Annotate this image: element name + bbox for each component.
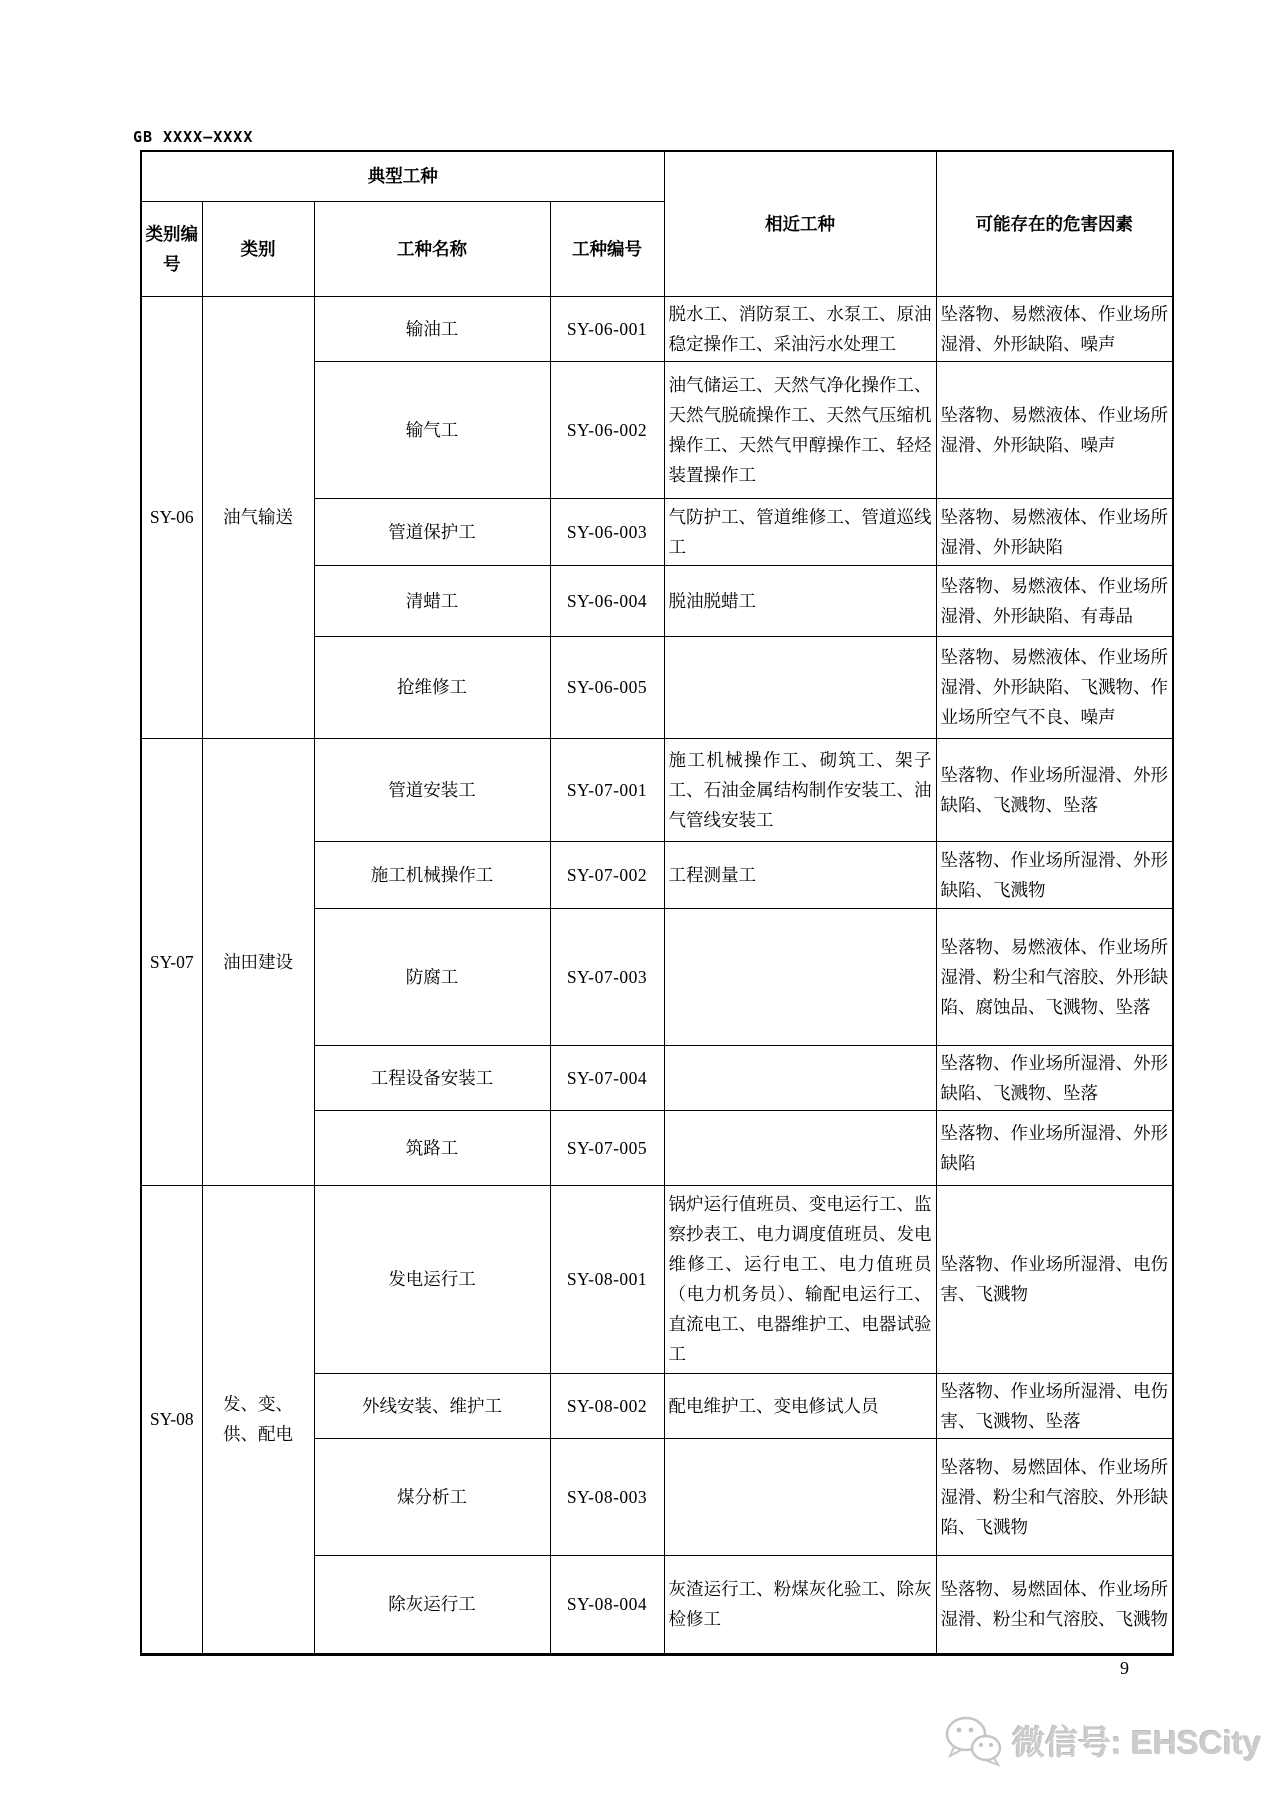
category-cell: 油气输送	[202, 296, 314, 738]
similar-jobs-cell: 工程测量工	[664, 841, 936, 908]
similar-jobs-cell	[664, 908, 936, 1045]
header-hazards: 可能存在的危害因素	[936, 151, 1173, 296]
hazards-cell: 坠落物、作业场所湿滑、电伤害、飞溅物	[936, 1185, 1173, 1373]
page-number: 9	[1120, 1658, 1129, 1678]
job-code-cell: SY-06-002	[550, 361, 664, 498]
header-similar-jobs: 相近工种	[664, 151, 936, 296]
hazards-cell: 坠落物、易燃液体、作业场所湿滑、外形缺陷、噪声	[936, 361, 1173, 498]
similar-jobs-cell	[664, 1045, 936, 1110]
category-cell: 发、变、供、配电	[202, 1185, 314, 1654]
job-name-cell: 除灰运行工	[314, 1555, 550, 1654]
job-name-cell: 输气工	[314, 361, 550, 498]
header-job-code: 工种编号	[550, 201, 664, 296]
job-hazards-table	[140, 150, 1174, 1656]
job-code-cell: SY-07-005	[550, 1110, 664, 1185]
job-code-cell: SY-06-003	[550, 498, 664, 565]
hazards-cell: 坠落物、作业场所湿滑、外形缺陷、飞溅物、坠落	[936, 1045, 1173, 1110]
hazards-cell: 坠落物、作业场所湿滑、外形缺陷	[936, 1110, 1173, 1185]
job-name-cell: 外线安装、维护工	[314, 1373, 550, 1438]
category-cell: 油田建设	[202, 738, 314, 1185]
job-code-cell: SY-08-001	[550, 1185, 664, 1373]
similar-jobs-cell: 油气储运工、天然气净化操作工、天然气脱硫操作工、天然气压缩机操作工、天然气甲醇操作工、轻烃装置操作工	[664, 361, 936, 498]
similar-jobs-cell: 脱油脱蜡工	[664, 565, 936, 636]
job-name-cell: 施工机械操作工	[314, 841, 550, 908]
job-code-cell: SY-07-003	[550, 908, 664, 1045]
job-code-cell: SY-08-004	[550, 1555, 664, 1654]
job-code-cell: SY-06-001	[550, 296, 664, 361]
similar-jobs-cell	[664, 636, 936, 738]
similar-jobs-cell: 灰渣运行工、粉煤灰化验工、除灰检修工	[664, 1555, 936, 1654]
job-name-cell: 管道安装工	[314, 738, 550, 841]
similar-jobs-cell	[664, 1110, 936, 1185]
category-no-cell: SY-08	[141, 1185, 202, 1654]
watermark-text: 微信号: EHSCity	[1012, 1723, 1262, 1761]
hazards-cell: 坠落物、易燃固体、作业场所湿滑、粉尘和气溶胶、外形缺陷、飞溅物	[936, 1438, 1173, 1555]
job-name-cell: 抢维修工	[314, 636, 550, 738]
job-code-cell: SY-07-004	[550, 1045, 664, 1110]
hazards-cell: 坠落物、作业场所湿滑、外形缺陷、飞溅物、坠落	[936, 738, 1173, 841]
job-name-cell: 筑路工	[314, 1110, 550, 1185]
job-code-cell: SY-06-005	[550, 636, 664, 738]
hazards-cell: 坠落物、易燃固体、作业场所湿滑、粉尘和气溶胶、飞溅物	[936, 1555, 1173, 1654]
job-code-cell: SY-07-002	[550, 841, 664, 908]
job-name-cell: 工程设备安装工	[314, 1045, 550, 1110]
similar-jobs-cell: 脱水工、消防泵工、水泵工、原油稳定操作工、采油污水处理工	[664, 296, 936, 361]
hazards-cell: 坠落物、作业场所湿滑、电伤害、飞溅物、坠落	[936, 1373, 1173, 1438]
doc-code: GB XXXX—XXXX	[133, 128, 254, 146]
category-no-cell: SY-06	[141, 296, 202, 738]
job-name-cell: 清蜡工	[314, 565, 550, 636]
wechat-watermark	[942, 1712, 1261, 1768]
hazards-cell: 坠落物、易燃液体、作业场所湿滑、外形缺陷、有毒品	[936, 565, 1173, 636]
hazards-cell: 坠落物、易燃液体、作业场所湿滑、外形缺陷、飞溅物、作业场所空气不良、噪声	[936, 636, 1173, 738]
header-category: 类别	[202, 201, 314, 296]
similar-jobs-cell: 锅炉运行值班员、变电运行工、监察抄表工、电力调度值班员、发电维修工、运行电工、电力值班员（电力机务员）、输配电运行工、直流电工、电器维护工、电器试验工	[664, 1185, 936, 1373]
job-code-cell: SY-06-004	[550, 565, 664, 636]
job-name-cell: 输油工	[314, 296, 550, 361]
similar-jobs-cell	[664, 1438, 936, 1555]
similar-jobs-cell: 气防护工、管道维修工、管道巡线工	[664, 498, 936, 565]
table-row	[141, 738, 1173, 841]
table-row	[141, 296, 1173, 361]
header-job-name: 工种名称	[314, 201, 550, 296]
table-row	[141, 1185, 1173, 1373]
hazards-cell: 坠落物、易燃液体、作业场所湿滑、外形缺陷、噪声	[936, 296, 1173, 361]
job-name-cell: 煤分析工	[314, 1438, 550, 1555]
job-name-cell: 发电运行工	[314, 1185, 550, 1373]
similar-jobs-cell: 配电维护工、变电修试人员	[664, 1373, 936, 1438]
hazards-cell: 坠落物、易燃液体、作业场所湿滑、外形缺陷	[936, 498, 1173, 565]
hazards-cell: 坠落物、作业场所湿滑、外形缺陷、飞溅物	[936, 841, 1173, 908]
job-code-cell: SY-07-001	[550, 738, 664, 841]
job-code-cell: SY-08-002	[550, 1373, 664, 1438]
category-no-cell: SY-07	[141, 738, 202, 1185]
header-category-no: 类别编号	[141, 201, 202, 296]
wechat-icon	[942, 1712, 1004, 1768]
header-typical-jobs: 典型工种	[141, 151, 664, 201]
job-name-cell: 防腐工	[314, 908, 550, 1045]
hazards-cell: 坠落物、易燃液体、作业场所湿滑、粉尘和气溶胶、外形缺陷、腐蚀品、飞溅物、坠落	[936, 908, 1173, 1045]
job-code-cell: SY-08-003	[550, 1438, 664, 1555]
similar-jobs-cell: 施工机械操作工、砌筑工、架子工、石油金属结构制作安装工、油气管线安装工	[664, 738, 936, 841]
job-name-cell: 管道保护工	[314, 498, 550, 565]
